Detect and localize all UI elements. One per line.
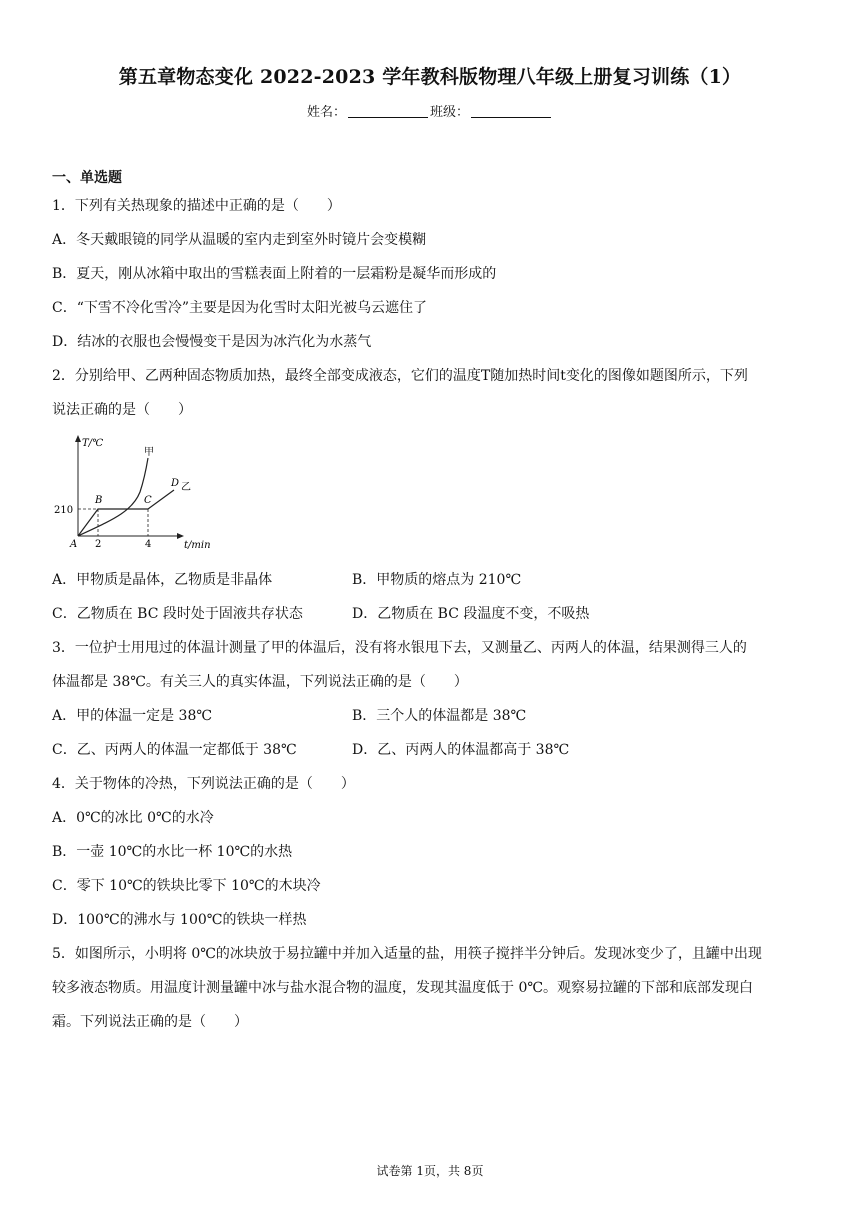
curve-yi-label: 乙 xyxy=(181,482,191,493)
y-axis-label: T/℃ xyxy=(82,438,104,449)
q3-stem-line2: 体温都是 38℃。有关三人的真实体温，下列说法正确的是（ ） xyxy=(52,674,468,690)
curve-jia-label: 甲 xyxy=(144,447,154,458)
q3-option-a: A．甲的体温一定是 38℃ xyxy=(52,708,213,724)
name-class-line xyxy=(0,101,860,120)
point-a-label: A xyxy=(70,539,78,550)
q1-option-a: A．冬天戴眼镜的同学从温暖的室内走到室外时镜片会变模糊 xyxy=(52,232,427,248)
class-label: 班级： xyxy=(430,105,470,120)
q2-stem-line2: 说法正确的是（ ） xyxy=(52,402,192,418)
page-footer: 试卷第 1页，共 8页 xyxy=(376,1164,484,1178)
point-b-label: B xyxy=(95,495,103,506)
q4-stem: 4．关于物体的冷热，下列说法正确的是（ ） xyxy=(52,776,355,792)
q3-option-d: D．乙、丙两人的体温都高于 38℃ xyxy=(352,742,570,758)
x-axis-arrow xyxy=(177,533,184,539)
q4-option-b: B．一壶 10℃的水比一杯 10℃的水热 xyxy=(52,844,293,860)
q4-option-c: C．零下 10℃的铁块比零下 10℃的木块冷 xyxy=(52,878,321,894)
q1-option-c: C．“下雪不冷化雪冷”主要是因为化雪时太阳光被乌云遮住了 xyxy=(52,300,428,316)
page-title: 第五章物态变化 2022-2023 学年教科版物理八年级上册复习训练（1） xyxy=(118,66,742,88)
x-tick-2: 2 xyxy=(95,539,102,550)
point-c-label: C xyxy=(144,495,152,506)
name-blank xyxy=(348,105,428,118)
q1-option-b: B．夏天，刚从冰箱中取出的雪糕表面上附着的一层霜粉是凝华而形成的 xyxy=(52,266,497,282)
curve-jia xyxy=(78,458,148,536)
q2-stem-line1: 2．分别给甲、乙两种固态物质加热，最终全部变成液态，它们的温度T随加热时间t变化的图像如题图所示，下列 xyxy=(52,368,748,384)
q4-option-d: D．100℃的沸水与 100℃的铁块一样热 xyxy=(52,912,307,928)
q4-option-a: A．0℃的冰比 0℃的水冷 xyxy=(52,810,214,826)
name-label: 姓名： xyxy=(306,105,346,120)
q3-option-c: C．乙、丙两人的体温一定都低于 38℃ xyxy=(52,742,297,758)
q2-option-b: B．甲物质的熔点为 210℃ xyxy=(352,572,522,588)
q1-stem: 1．下列有关热现象的描述中正确的是（ ） xyxy=(52,198,341,214)
point-d-label: D xyxy=(171,478,180,489)
y-axis-arrow xyxy=(75,435,81,442)
section-heading: 一、单选题 xyxy=(52,170,122,186)
q5-stem-line2: 较多液态物质。用温度计测量罐中冰与盐水混合物的温度，发现其温度低于 0℃。观察易拉罐的下部和底部发现白 xyxy=(52,980,754,996)
q5-stem-line1: 5．如图所示，小明将 0℃的冰块放于易拉罐中并加入适量的盐，用筷子搅拌半分钟后。发现冰变少了，且罐中出现 xyxy=(52,946,762,962)
q2-option-c: C．乙物质在 BC 段时处于固液共存状态 xyxy=(52,606,303,622)
q3-option-b: B．三个人的体温都是 38℃ xyxy=(352,708,527,724)
q3-stem-line1: 3．一位护士用甩过的体温计测量了甲的体温后，没有将水银甩下去，又测量乙、丙两人的体温，结果测得三人的 xyxy=(52,640,747,656)
q1-option-d: D．结冰的衣服也会慢慢变干是因为冰汽化为水蒸气 xyxy=(52,334,372,350)
class-blank xyxy=(471,105,551,118)
x-tick-4: 4 xyxy=(145,539,152,550)
x-axis-label: t/min xyxy=(184,540,211,551)
q5-stem-line3: 霜。下列说法正确的是（ ） xyxy=(52,1014,248,1030)
q2-option-a: A．甲物质是晶体，乙物质是非晶体 xyxy=(52,572,273,588)
temperature-time-graph xyxy=(52,432,222,552)
q2-option-d: D．乙物质在 BC 段温度不变，不吸热 xyxy=(352,606,590,622)
y-tick-210: 210 xyxy=(54,505,74,516)
